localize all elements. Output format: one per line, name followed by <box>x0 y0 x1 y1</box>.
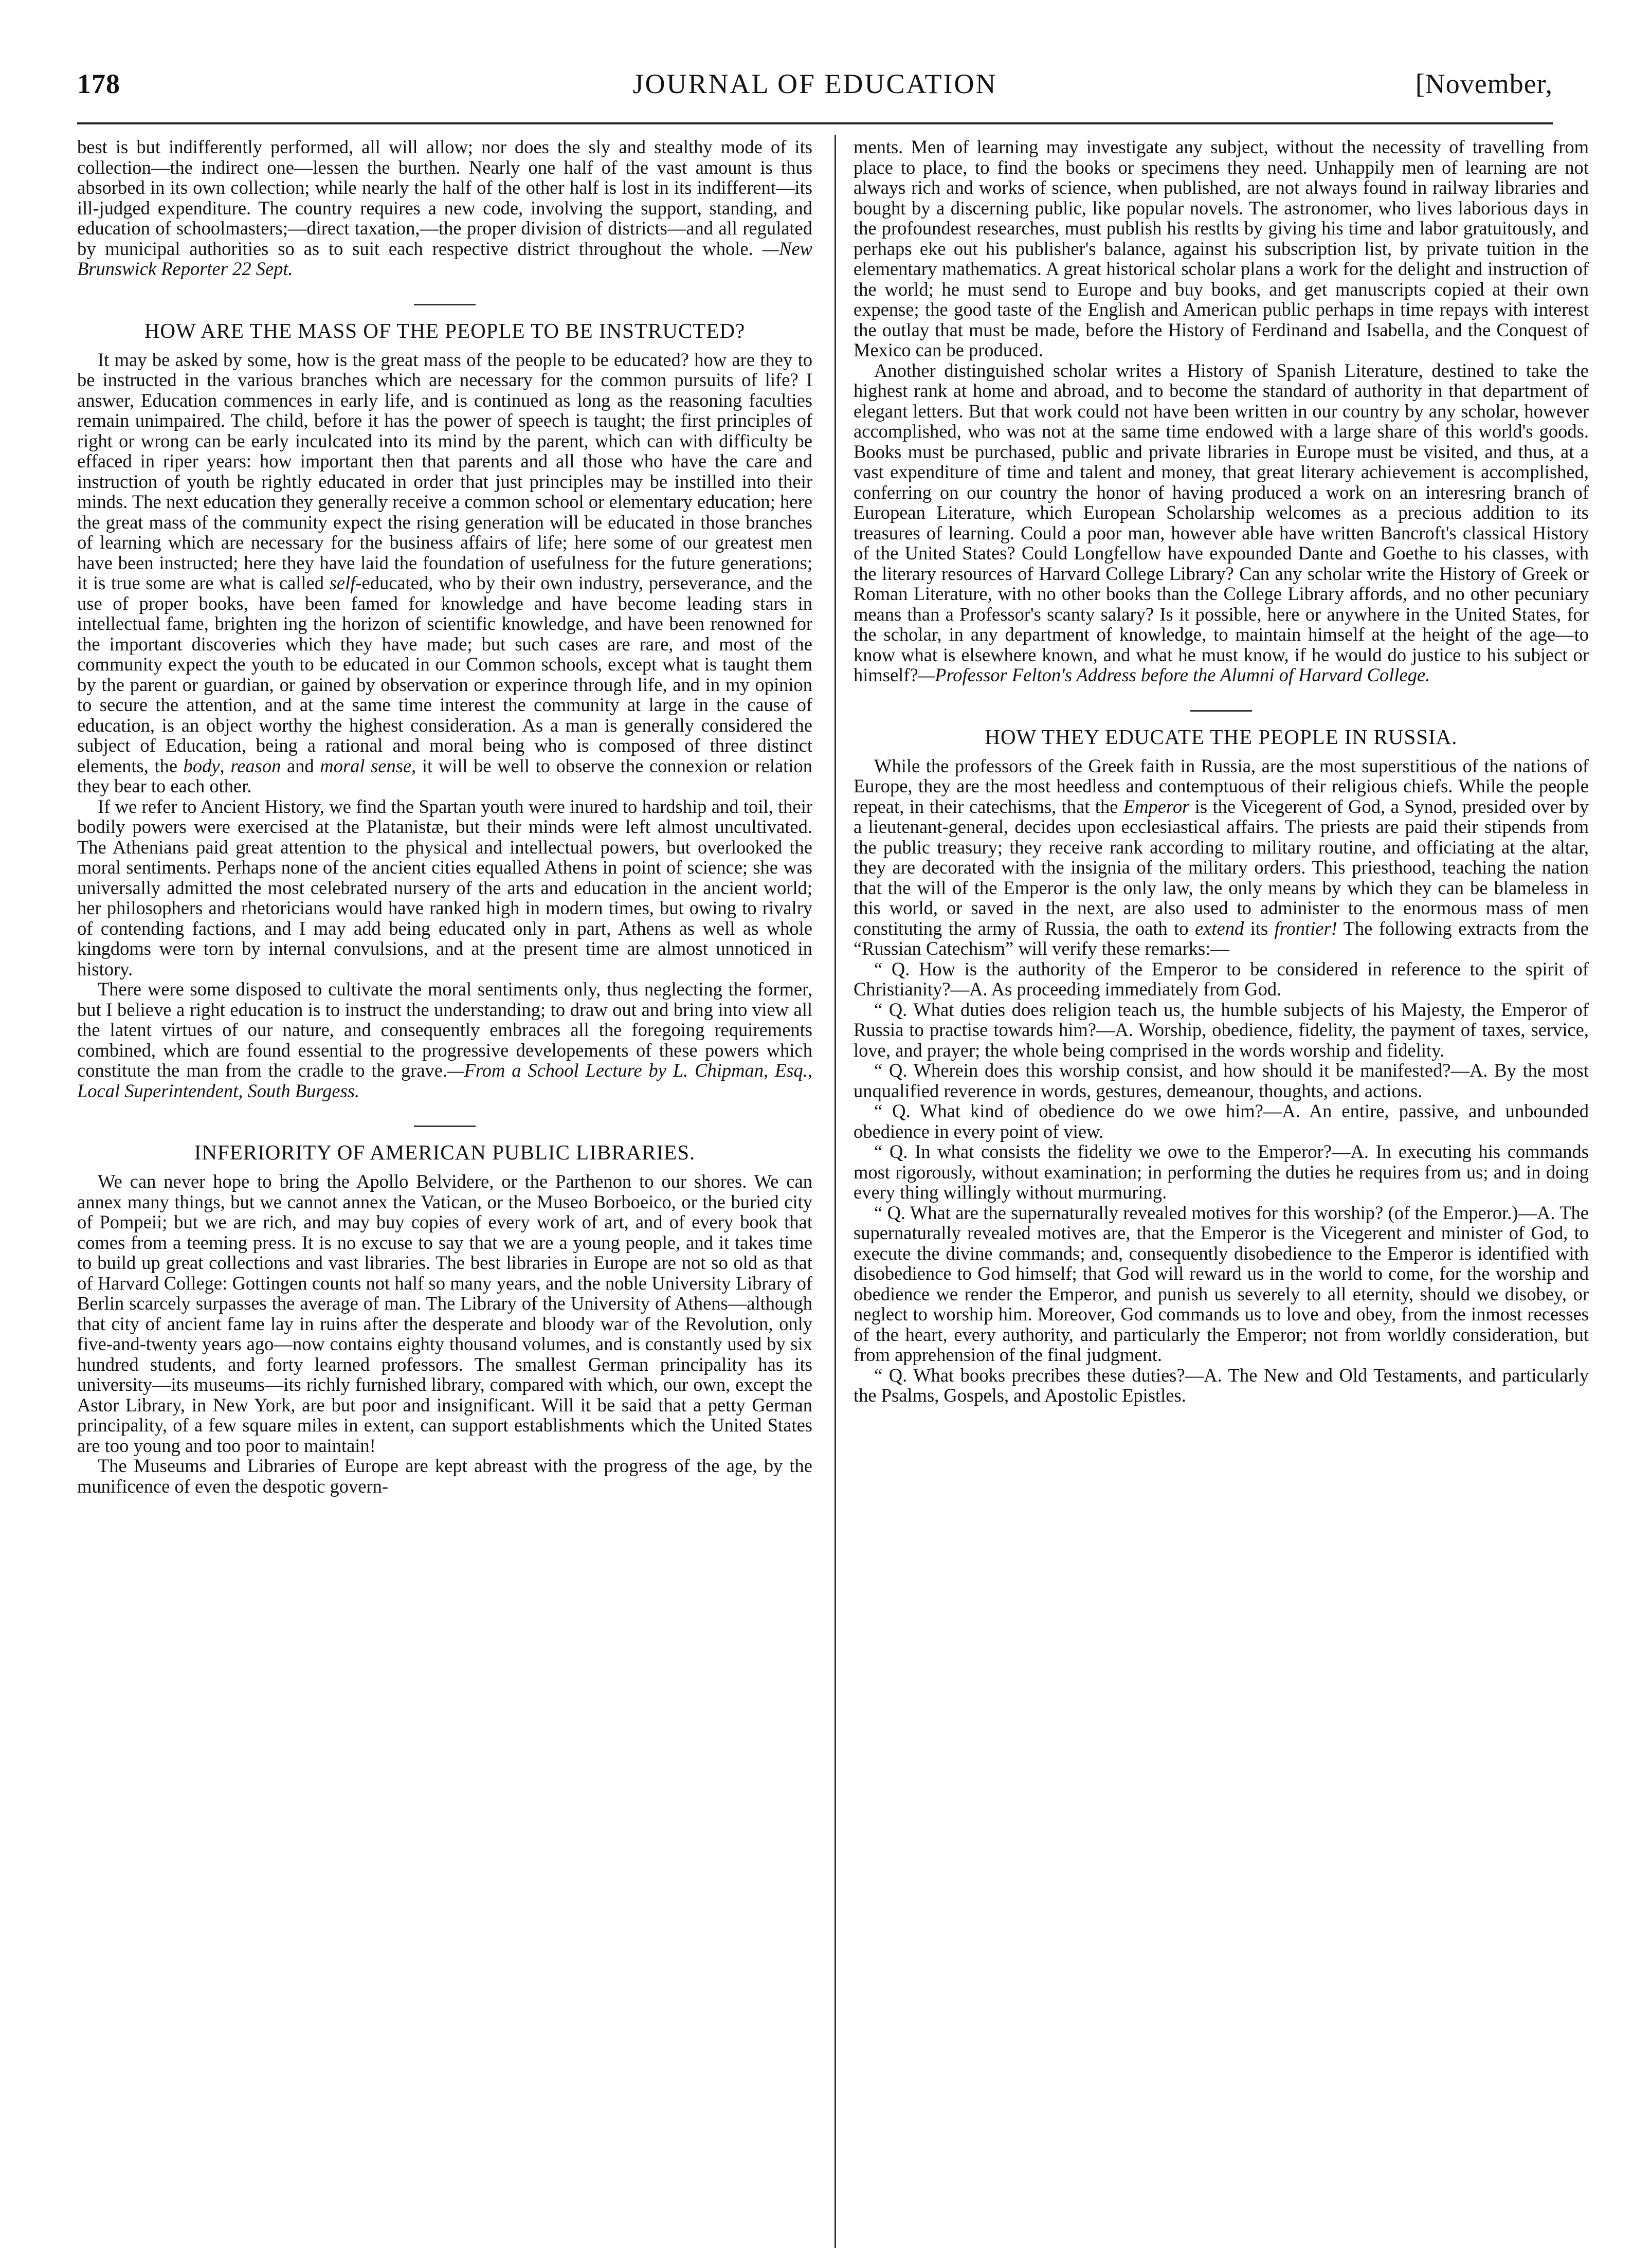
article-paragraph <box>854 756 1589 959</box>
issue-month: [November, <box>1415 68 1553 99</box>
catechism-answer: —A. In executing his commands most rigorously, without examination; in performing the duties he requires from us; and in doing every thing willingly without murmuring. <box>854 1141 1589 1203</box>
column-divider <box>834 135 836 2248</box>
catechism-entry <box>854 1000 1589 1061</box>
emphasis: extend <box>1194 917 1244 939</box>
article-paragraph: If we refer to Ancient History, we find the Spartan youth were inured to hardship and toil, their bodily powers were exercised at the Platanistæ, but their minds were left almost uncultivated. The Athenians paid great attention to the physical and intellectual powers, but overlooked the moral sentiments. Perhaps none of the ancient cities equalled Athens in point of science; she was universally admitted the most celebrated nursery of the arts and education in the ancient world; her philosophers and rhetoricians would have ranked high in modern times, but owing to rivalry of contending factions, and I may add being educated only in part, Athens as well as whole kingdoms were torn by internal convulsions, and at the present time are almost unnoticed in history. <box>77 795 812 979</box>
text-run: Another distinguished scholar writes a History of Spanish Literature, destined to take the highest rank at home and abroad, and to become the standard of authority in that department of elegant letters. But that work could not have been written in our country by any scholar, however accomplished, who was not at the same time endowed with a large share of this world's goods. Books must be purchased, public and private libraries in Europe must be visited, and thus, at a vast expenditure of time and talent and money, that great literary achievement is accomplished, conferring on our country the honor of having produced a work on an interesring branch of European Literature, which European Scholarship welcomes as a precious addition to its treasures of learning. Could a poor man, however able have written Bancroft's classical History of the United States? Could Longfellow have expounded Dante and Goethe to his classes, with the literary resources of Harvard College Library? Can any scholar write the History of Greek or Roman Literature, with no other books than the College Library affords, and no other pecuniary means than a Professor's scanty salary? Is it possible, here or anywhere in the United States, for the scholar, in any department of knowledge, to maintain himself at the height of the age—to know what is elsewhere known, and what he must know, if he would do justice to his subject or himself? <box>854 359 1589 685</box>
text-run: , <box>220 755 231 776</box>
emphasis: reason <box>230 755 281 776</box>
catechism-entry <box>854 1060 1589 1101</box>
catechism-question: “ Q. What are the supernaturally revealed motives for this worship? (of the Emperor.) <box>874 1202 1518 1223</box>
catechism-entry <box>854 959 1589 1000</box>
catechism-question: “ Q. In what consists the fidelity we owe to the Emperor? <box>874 1141 1332 1162</box>
catechism-entry <box>854 1101 1589 1141</box>
article-paragraph <box>77 979 812 1101</box>
section-separator <box>1190 710 1252 712</box>
section-separator <box>414 1126 476 1127</box>
text-run: is the Vicegerent of God, a Synod, presided over by a lieutenant-general, decides upon ecclesiastical affairs. The priests are paid their stipends from the public treasury; they receive rank according to military routine, and officiating at the altar, they are decorated with the insignia of the military orders. This priesthood, teaching the nation that the will of the Emperor is the only law, the only means by which they can be blameless in this world, or saved in the next, are also used to administer to the enormous mass of men constituting the army of Russia, the oath to <box>854 795 1589 939</box>
article-paragraph: We can never hope to bring the Apollo Belvidere, or the Parthenon to our shores. We can annex many things, but we cannot annex the Vatican, or the Museo Borboeico, or the buried city of Pompeii; but we are rich, and may buy copies of every work of art, and of every book that comes from a teeming press. It is no excuse to say that we are a young people, and it takes time to build up great collections and vast libraries. The best libraries in Europe are not so old as that of Harvard College: Gottingen counts not half so many years, and the noble University Library of Berlin scarcely surpasses the average of man. The Library of the University of Athens—although that city of ancient fame lay in ruins after the desperate and bloody war of the Revolution, only five-and-twenty years ago—now contains eighty thousand volumes, and is constantly used by six hundred students, and forty learned professors. The smallest German principality has its university—its museums—its richly furnished library, compared with which, our own, except the Astor Library, in New York, are but poor and insignificant. Will it be said that a petty German principality, of a few square miles in extent, can support establishments which the United States are too young and too poor to maintain! <box>77 1171 812 1456</box>
text-run: There were some disposed to cultivate the moral sentiments only, thus neglecting the former, but I believe a right education is to instruct the understanding; to draw out and bring into view all the latent virtues of our nature, and consequently embraces all the foregoing requirements combined, which are found essential to the progressive developements of these powers which constitute the man from the cradle to the grave. <box>77 978 812 1081</box>
text-run: It may be asked by some, how is the great mass of the people to be educated? how are they to be instructed in the various branches which are necessary for the common pursuits of life? I answer, Education commences in early life, and is continued as long as the reasoning faculties remain unimpaired. The child, before it has the power of speech is taught; the first principles of right or wrong can be early inculcated into its mind by the parent, which can with difficulty be effaced in riper years: how important then that parents and all those who have the care and instruction of youth be rightly educated in order that just principles may be instilled into their minds. The next education they generally receive a common school or elementary education; here the great mass of the community expect the rising generation will be educated in those branches of learning which are necessary for the business affairs of life; here some of our greatest men have been instructed; here they have laid the foundation of usefulness for the future generations; it is true some are what is called <box>77 349 812 593</box>
article-paragraph: ments. Men of learning may investigate any subject, without the necessity of travelling from place to place, to find the books or specimens they need. Unhappily men of learning are not always rich and works of science, when published, are not always found in railway libraries and bought by a discerning public, like popular novels. The astronomer, who lives laborious days in the profoundest researches, must publish his restlts by giving his time and labor gratuitously, and perhaps eke out his publisher's balance, against his subscription list, by private tuition in the elementary mathematics. A great historical scholar plans a work for the delight and instruction of the world; he must send to Europe and buy books, and get manuscripts copied at their own expense; the good taste of the English and American public perhaps in time repays with interest the outlay that must be made, before the History of Ferdinand and Isabella, and the Conquest of Mexico can be produced. <box>854 137 1589 360</box>
catechism-answer: —A. As proceeding immediately from God. <box>950 978 1282 1000</box>
header-rule <box>77 122 1553 124</box>
article-heading-public-libraries: INFERIORITY OF AMERICAN PUBLIC LIBRARIES. <box>194 1140 696 1164</box>
journal-title: JOURNAL OF EDUCATION <box>632 68 997 99</box>
article-source: —From a School Lecture by L. Chipman, Esq., Local Superintendent, South Burgess. <box>77 1060 812 1101</box>
article-source: —Professor Felton's Address before the Alumni of Harvard College. <box>918 664 1430 685</box>
emphasis: body <box>183 755 220 776</box>
intro-text: best is but indifferently performed, all will allow; nor does the sly and stealthy mode of its collection—the indirect one—lessen the burthen. Nearly one half of the vast amount is thus absorbed in its own collection; while nearly the half of the other half is lost in its indifferent—its ill-judged expenditure. The country requires a new code, involving the support, standing, and education of schoolmasters;—direct taxation,—the proper division of districts—and all regulated by municipal authorities so as to suit each respective district throughout the whole. <box>77 137 812 259</box>
article-paragraph <box>77 350 812 796</box>
catechism-entry <box>854 1203 1589 1365</box>
left-column <box>77 137 812 2245</box>
catechism-entry <box>854 1141 1589 1203</box>
text-run: The following extracts from the “Russian Catechism” will verify these remarks:— <box>854 917 1589 959</box>
text-run: and <box>281 755 320 776</box>
intro-source: —New Brunswick Reporter 22 Sept. <box>77 238 812 279</box>
page-number: 178 <box>77 68 120 99</box>
catechism-answer: —A. Worship, obedience, fidelity, the payment of taxes, service, love, and prayer; the whole being comprised in the words worship and fidelity. <box>854 1019 1589 1061</box>
catechism-answer: —A. By the most unqualified reverence in words, gestures, demeanour, thoughts, and actions. <box>854 1060 1589 1101</box>
emphasis: self <box>329 572 356 593</box>
catechism-question: “ Q. What books precribes these duties? <box>874 1364 1185 1386</box>
catechism-question: “ Q. What duties does religion teach us, the humble subjects of his Majesty, the Emperor of Russia to practise towards him? <box>854 999 1589 1040</box>
catechism-entry <box>854 1365 1589 1406</box>
text-run: , it will be well to observe the connexion or relation they bear to each other. <box>77 755 812 796</box>
article-heading-russia: HOW THEY EDUCATE THE PEOPLE IN RUSSIA. <box>985 724 1458 749</box>
emphasis: Emperor <box>1123 795 1190 817</box>
text-run: its <box>1244 917 1275 939</box>
catechism-question: “ Q. What kind of obedience do we owe him? <box>874 1100 1263 1121</box>
catechism-question: “ Q. How is the authority of the Emperor to be considered in reference to the spirit of Christianity? <box>854 958 1589 1000</box>
catechism-answer: —A. The New and Old Testaments, and particularly the Psalms, Gospels, and Apostolic Epistles. <box>854 1364 1589 1406</box>
article-paragraph <box>854 360 1589 685</box>
text-run: While the professors of the Greek faith in Russia, are the most superstitious of the nations of Europe, they are the most heedless and contemptuous of their religious chiefs. While the people repeat, in their catechisms, that the <box>854 755 1589 817</box>
section-separator <box>414 304 476 305</box>
catechism-answer: —A. The supernaturally revealed motives are, that the Emperor is the Vicegerent and minister of God, to execute the divine commands; and, consequently disobedience to the Emperor is identified with disobedience to God himself; that God will reward us in the world to come, for the worship and obedience we render the Emperor, and punish us severely to all eternity, should we disobey, or neglect to worship him. Moreover, God commands us to love and obey, from the inmost recesses of the heart, every authority, and particularly the Emperor; not from worldly consideration, but from apprehension of the final judgment. <box>854 1202 1589 1365</box>
catechism-question: “ Q. Wherein does this worship consist, and how should it be manifested? <box>874 1060 1451 1081</box>
article-paragraph: The Museums and Libraries of Europe are kept abreast with the progress of the age, by the munificence of even the despotic govern- <box>77 1455 812 1497</box>
text-run: -educated, who by their own industry, perseverance, and the use of proper books, have been famed for knowledge and have become leading stars in intellectual fame, brighten ing the horizon of scientific knowledge, and have been renowned for the important discoveries which they have made; but such cases are rare, and most of the community expect the youth to be educated in our Common schools, except what is taught them by the parent or guardian, or gained by observation or experince through life, and in my opinion to secure the attention, and at the same time interest the community at large in the cause of education, is an object worthy the highest consideration. As a man is generally considered the subject of Education, being a rational and moral being who is composed of three distinct elements, the <box>77 572 812 776</box>
right-column <box>854 137 1589 2245</box>
running-head <box>77 63 1553 109</box>
catechism-answer: —A. An entire, passive, and unbounded obedience in every point of view. <box>854 1100 1589 1142</box>
emphasis: frontier! <box>1274 917 1337 939</box>
intro-paragraph <box>77 137 812 279</box>
emphasis: moral sense <box>320 755 412 776</box>
article-heading-mass-instruction: HOW ARE THE MASS OF THE PEOPLE TO BE INSTRUCTED? <box>144 318 746 342</box>
